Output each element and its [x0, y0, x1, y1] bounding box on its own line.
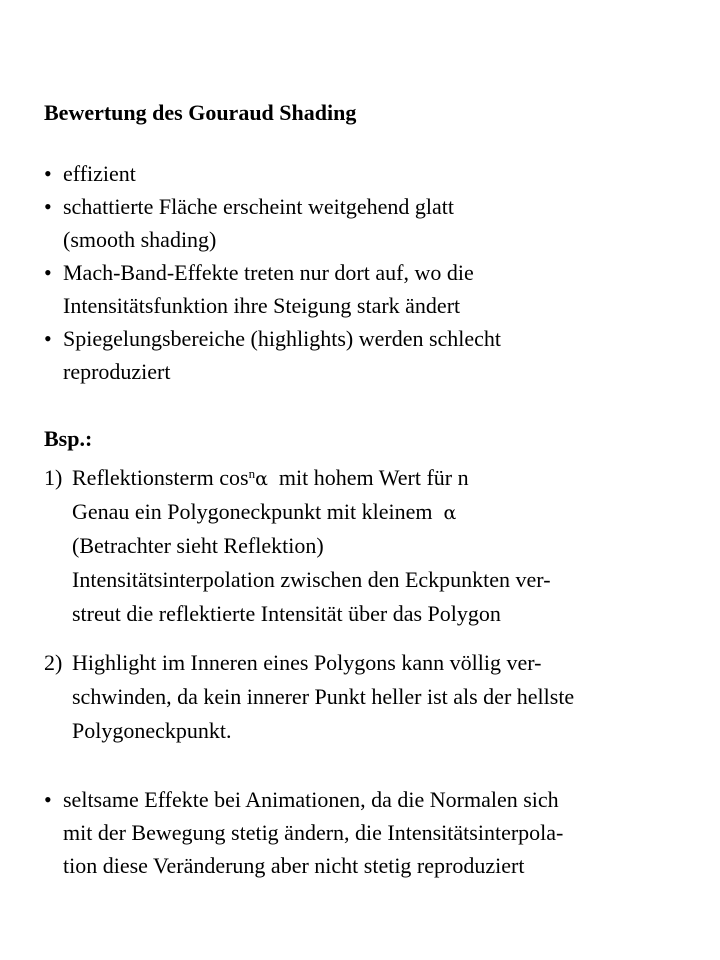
- exponent: n: [248, 466, 256, 481]
- example-heading: Bsp.:: [44, 426, 93, 451]
- bullet-marker: •: [44, 326, 52, 351]
- example-text: Reflektionsterm cos: [72, 465, 249, 490]
- bullet-text: effizient: [63, 161, 136, 186]
- example-line: schwinden, da kein innerer Punkt heller ist als der hellste: [72, 684, 575, 709]
- bullet-text: seltsame Effekte bei Animationen, da die Normalen sich: [63, 787, 559, 812]
- bullet-marker: •: [44, 260, 52, 285]
- example-line: (Betrachter sieht Reflektion): [72, 533, 324, 558]
- example-line: streut die reflektierte Intensität über das Polygon: [72, 601, 501, 626]
- example-line: [72, 499, 456, 526]
- example-line: Polygoneckpunkt.: [72, 718, 232, 743]
- example-first-line: [72, 465, 469, 492]
- bullet-text: Intensitätsfunktion ihre Steigung stark ändert: [63, 293, 461, 318]
- bullet-marker: •: [44, 787, 52, 812]
- bullet-text: Mach-Band-Effekte treten nur dort auf, wo die: [63, 260, 474, 285]
- bullet-text: mit der Bewegung stetig ändern, die Intensitätsinterpola-: [63, 820, 564, 845]
- example-text: Genau ein Polygoneckpunkt mit kleinem: [72, 499, 433, 524]
- example-line: Highlight im Inneren eines Polygons kann völlig ver-: [72, 650, 542, 675]
- alpha-symbol: α: [255, 468, 268, 490]
- example-number: 2): [44, 650, 63, 675]
- bullet-text: schattierte Fläche erscheint weitgehend glatt: [63, 194, 454, 219]
- page-title: Bewertung des Gouraud Shading: [44, 100, 357, 125]
- example-text: mit hohem Wert für n: [278, 465, 469, 490]
- bullet-text: (smooth shading): [63, 227, 217, 252]
- bullet-text: tion diese Veränderung aber nicht stetig reproduziert: [63, 853, 525, 878]
- bullet-marker: •: [44, 161, 52, 186]
- bullet-marker: •: [44, 194, 52, 219]
- bullet-text: Spiegelungsbereiche (highlights) werden schlecht: [63, 326, 502, 351]
- alpha-symbol: α: [443, 502, 457, 524]
- example-line: Intensitätsinterpolation zwischen den Eckpunkten ver-: [72, 567, 551, 592]
- example-number: 1): [44, 465, 63, 490]
- bullet-text: reproduziert: [63, 359, 171, 384]
